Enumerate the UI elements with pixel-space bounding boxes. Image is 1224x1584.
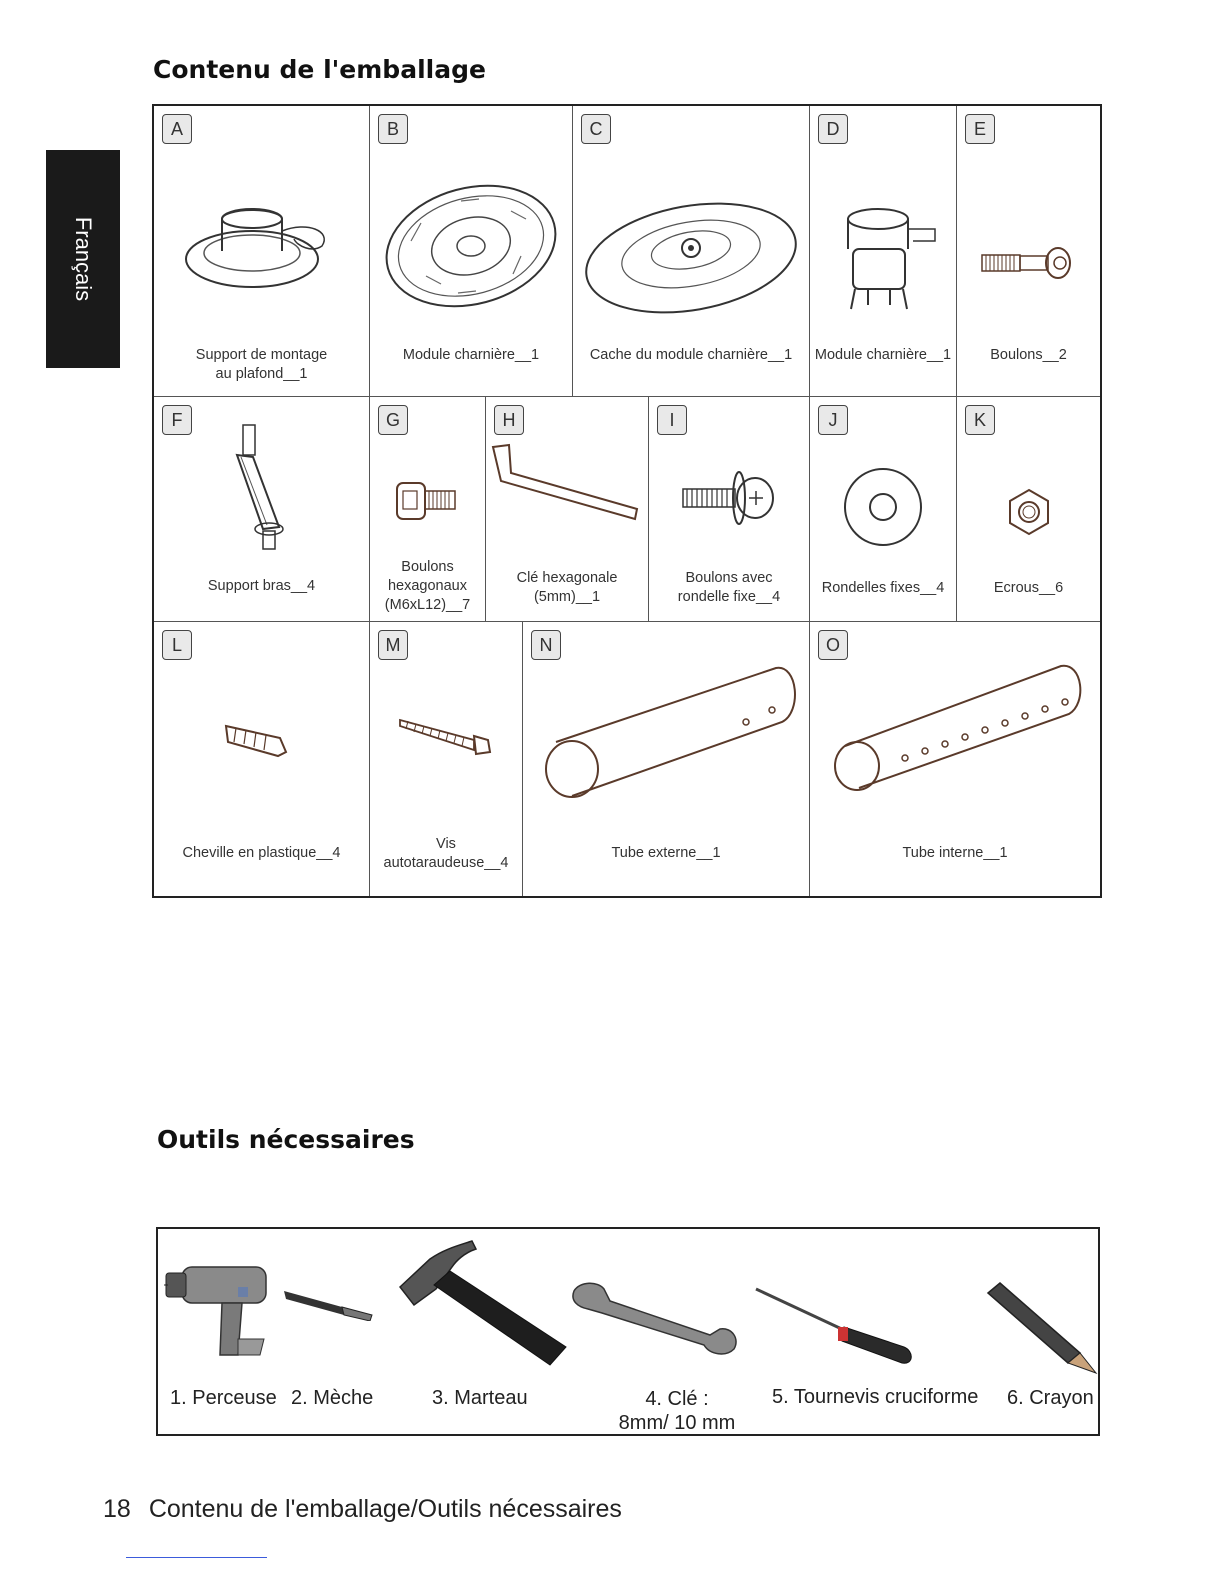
nut-image (957, 487, 1100, 537)
part-caption: Support de montage au plafond__1 (195, 347, 328, 382)
tool-label: 3. Marteau (432, 1387, 528, 1409)
footer-rule (126, 1557, 267, 1558)
part-letter-badge: C (581, 114, 611, 144)
footer-title: Contenu de l'emballage/Outils nécessaires (148, 1495, 622, 1523)
part-caption: Clé hexagonale (5mm)__1 (516, 570, 618, 605)
part-cell-f (154, 397, 370, 622)
inner-tube-image (810, 662, 1100, 802)
drill-icon (164, 1259, 274, 1379)
contents-heading: Contenu de l'emballage (153, 55, 486, 84)
part-letter-badge: K (965, 405, 995, 435)
part-caption: Support bras__4 (207, 578, 316, 594)
hex-bolt-image (370, 477, 485, 527)
part-cell-g (370, 397, 486, 622)
part-letter-badge: B (378, 114, 408, 144)
part-cell-o (810, 622, 1100, 896)
part-letter-badge: E (965, 114, 995, 144)
part-cell-j (810, 397, 957, 622)
part-cell-h (486, 397, 649, 622)
drill-bit-icon (282, 1285, 374, 1326)
tool-label: 2. Mèche (291, 1387, 374, 1409)
plastic-anchor-image (154, 712, 369, 762)
part-caption: Cheville en plastique__4 (182, 845, 341, 861)
part-caption: Vis autotaraudeuse__4 (383, 836, 509, 871)
parts-table (152, 104, 1102, 898)
self-tapping-screw-image (370, 712, 522, 762)
part-cell-i (649, 397, 810, 622)
bolt-image (957, 241, 1100, 291)
part-letter-badge: M (378, 630, 408, 660)
part-letter-badge: J (818, 405, 848, 435)
hammer-icon (390, 1239, 570, 1374)
part-caption: Tube interne__1 (902, 845, 1008, 861)
part-caption: Boulons avec rondelle fixe__4 (677, 570, 781, 605)
page-footer (103, 1495, 622, 1524)
hinge-module-image (810, 201, 956, 321)
part-caption: Ecrous__6 (993, 580, 1064, 596)
tool-label: 6. Crayon (1007, 1387, 1094, 1409)
hinge-cover-image (573, 196, 809, 316)
tools-panel (156, 1227, 1100, 1436)
tools-heading: Outils nécessaires (157, 1125, 415, 1154)
page-number: 18 (103, 1495, 131, 1523)
washer-image (810, 462, 956, 552)
part-cell-a (154, 106, 370, 397)
part-caption: Boulons__2 (990, 347, 1067, 363)
part-caption: Rondelles fixes__4 (821, 580, 945, 596)
language-label: Français (71, 216, 96, 302)
part-cell-n (523, 622, 810, 896)
part-letter-badge: N (531, 630, 561, 660)
screwdriver-icon (754, 1283, 916, 1372)
part-cell-m (370, 622, 523, 896)
part-cell-c (573, 106, 810, 397)
hex-key-image (486, 437, 648, 527)
part-caption: Module charnière__1 (402, 347, 540, 363)
wrench-icon (570, 1279, 742, 1364)
part-letter-badge: D (818, 114, 848, 144)
part-letter-badge: L (162, 630, 192, 660)
part-caption: Module charnière__1 (814, 347, 952, 363)
part-caption: Tube externe__1 (611, 845, 721, 861)
part-letter-badge: G (378, 405, 408, 435)
tool-label: 5. Tournevis cruciforme (772, 1386, 979, 1408)
part-cell-k (957, 397, 1100, 622)
part-cell-b (370, 106, 573, 397)
ceiling-mount-image (154, 201, 369, 291)
part-cell-d (810, 106, 957, 397)
tool-label: 1. Perceuse (170, 1387, 277, 1409)
outer-tube-image (523, 662, 809, 812)
part-caption: Cache du module charnière__1 (589, 347, 793, 363)
part-letter-badge: F (162, 405, 192, 435)
part-letter-badge: I (657, 405, 687, 435)
pencil-icon (984, 1281, 1100, 1380)
hinge-module-plate-image (370, 181, 572, 311)
part-caption: Boulons hexagonaux (M6xL12)__7 (384, 559, 471, 613)
part-letter-badge: O (818, 630, 848, 660)
tool-label: 4. Clé : 8mm/ 10 mm (618, 1388, 736, 1434)
language-tab (46, 150, 120, 368)
washer-bolt-image (649, 467, 809, 537)
part-letter-badge: H (494, 405, 524, 435)
part-cell-e (957, 106, 1100, 397)
part-cell-l (154, 622, 370, 896)
arm-bracket-image (154, 417, 369, 557)
part-letter-badge: A (162, 114, 192, 144)
